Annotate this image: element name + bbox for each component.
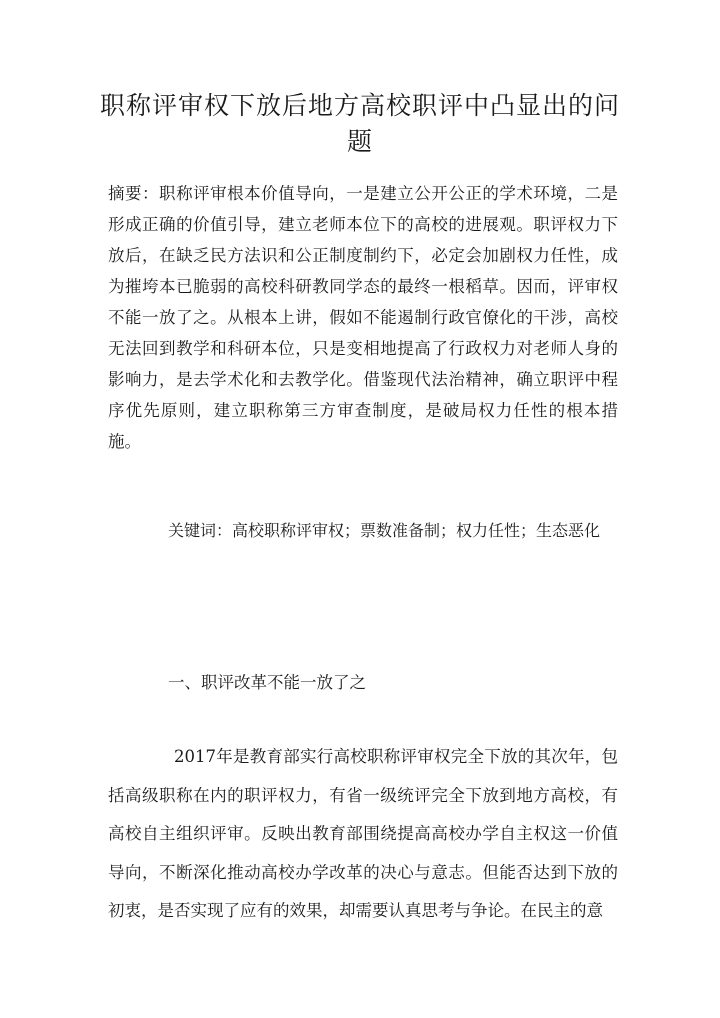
body-paragraph: 2017年是教育部实行高校职称评审权完全下放的其次年，包括高级职称在内的职评权力，有省一级统评完全下放到地方高校，有高校自主组织评审。反映出教育部围绕提高高校办学自主权这一价值导向，不断深化推动高校办学改革的决心与意志。但能否达到下放的初衷，是否实现了应有的效果，却需要认真思考与争论。在民主的意 [108,747,618,920]
abstract-paragraph: 摘要：职称评审根本价值导向，一是建立公开公正的学术环境，二是形成正确的价值引导，建立老师本位下的高校的进展观。职评权力下放后，在缺乏民方法识和公正制度制约下，必定会加剧权力任性，成为摧垮本已脆弱的高校科研教同学态的最终一根稻草。因而，评审权不能一放了之。从根本上讲，假如不能遏制行政官僚化的干涉，高校无法回到教学和科研本位，只是变相地提高了行政权力对老师人身的影响力，是去学术化和去教学化。借鉴现代法治精神，确立职评中程序优先原则，建立职称第三方审查制度，是破局权力任性的根本措施。 [108,184,618,451]
document-title: 职称评审权下放后地方高校职评中凸显出的问题 [99,91,620,156]
section-heading: 一、职评改革不能一放了之 [168,673,366,692]
keywords-line: 关键词：高校职称评审权；票数准备制；权力任性；生态恶化 [168,521,601,540]
